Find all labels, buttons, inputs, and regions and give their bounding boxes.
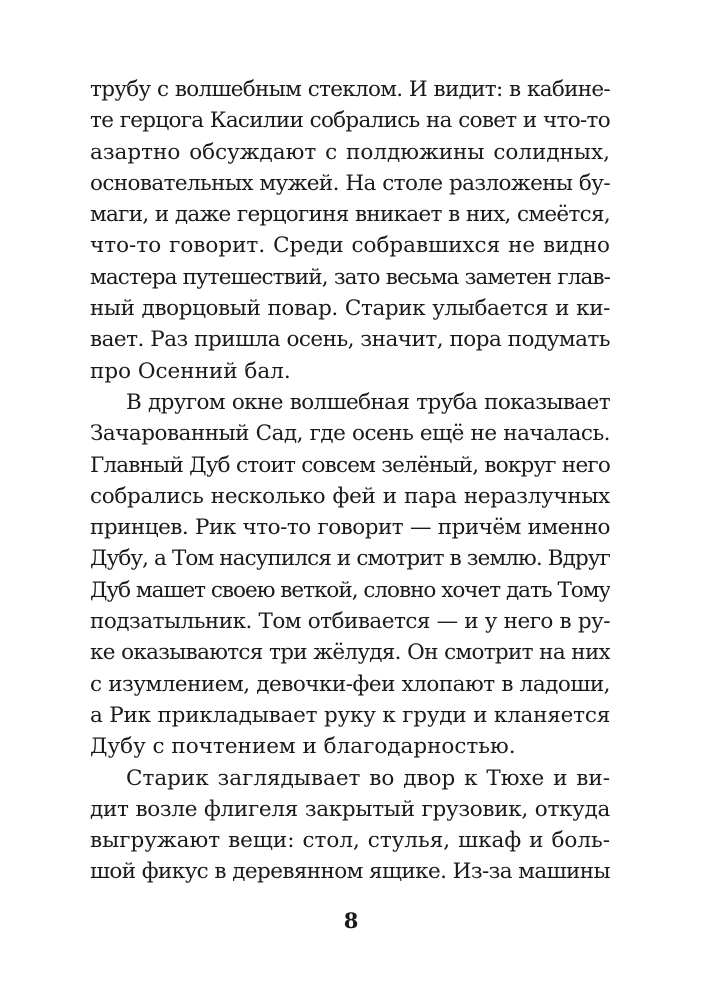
text-line: азартно обсуждают с полдюжины солидных,: [90, 139, 610, 165]
text-line: основательных мужей. На столе разложены бу-: [90, 170, 610, 196]
text-line: шой фикус в деревянном ящике. Из-за машины: [90, 859, 610, 885]
text-line: выгружают вещи: стол, стулья, шкаф и боль-: [90, 828, 610, 854]
text-line: В другом окне волшебная труба показывает: [126, 389, 610, 415]
text-line: Зачарованный Сад, где осень ещё не началась.: [90, 421, 610, 447]
text-line: ке оказываются три жёлудя. Он смотрит на них: [90, 640, 610, 666]
text-line: Дубу с почтением и благодарностью.: [90, 734, 516, 760]
text-line: трубу с волшебным стеклом. И видит: в кабине-: [90, 77, 610, 102]
text-line: маги, и даже герцогиня вникает в них, смеётся,: [90, 202, 610, 228]
text-line: что-то говорит. Среди собравшихся не видно: [90, 233, 610, 259]
text-line: мастера путешествий, зато весьма заметен глав-: [90, 264, 610, 290]
body-text: [90, 74, 610, 888]
text-line: дит возле флигеля закрытый грузовик, откуда: [90, 796, 610, 822]
text-line: Главный Дуб стоит совсем зелёный, вокруг него: [90, 452, 610, 478]
page-number: 8: [343, 908, 359, 933]
text-line: Дуб машет своею веткой, словно хочет дать Тому: [90, 577, 610, 603]
text-line: собрались несколько фей и пара неразлучных: [90, 483, 610, 509]
text-line: вает. Раз пришла осень, значит, пора подумать: [90, 327, 610, 353]
text-line: Старик заглядывает во двор к Тюхе и ви-: [126, 765, 610, 791]
paragraph: [90, 763, 610, 888]
text-line: с изумлением, девочки-феи хлопают в ладоши,: [90, 671, 610, 697]
text-line: принцев. Рик что-то говорит — причём именно: [90, 515, 610, 541]
text-line: ный дворцовый повар. Старик улыбается и ки-: [90, 296, 610, 322]
text-line: про Осенний бал.: [90, 358, 291, 384]
paragraph: [90, 74, 610, 387]
text-line: те герцога Касилии собрались на совет и что-то: [90, 108, 610, 134]
text-line: Дубу, а Том насупился и смотрит в землю. Вдруг: [90, 546, 610, 572]
text-line: а Рик прикладывает руку к груди и кланяется: [90, 702, 610, 728]
paragraph: [90, 387, 610, 763]
text-line: подзатыльник. Том отбивается — и у него в ру-: [90, 609, 610, 635]
